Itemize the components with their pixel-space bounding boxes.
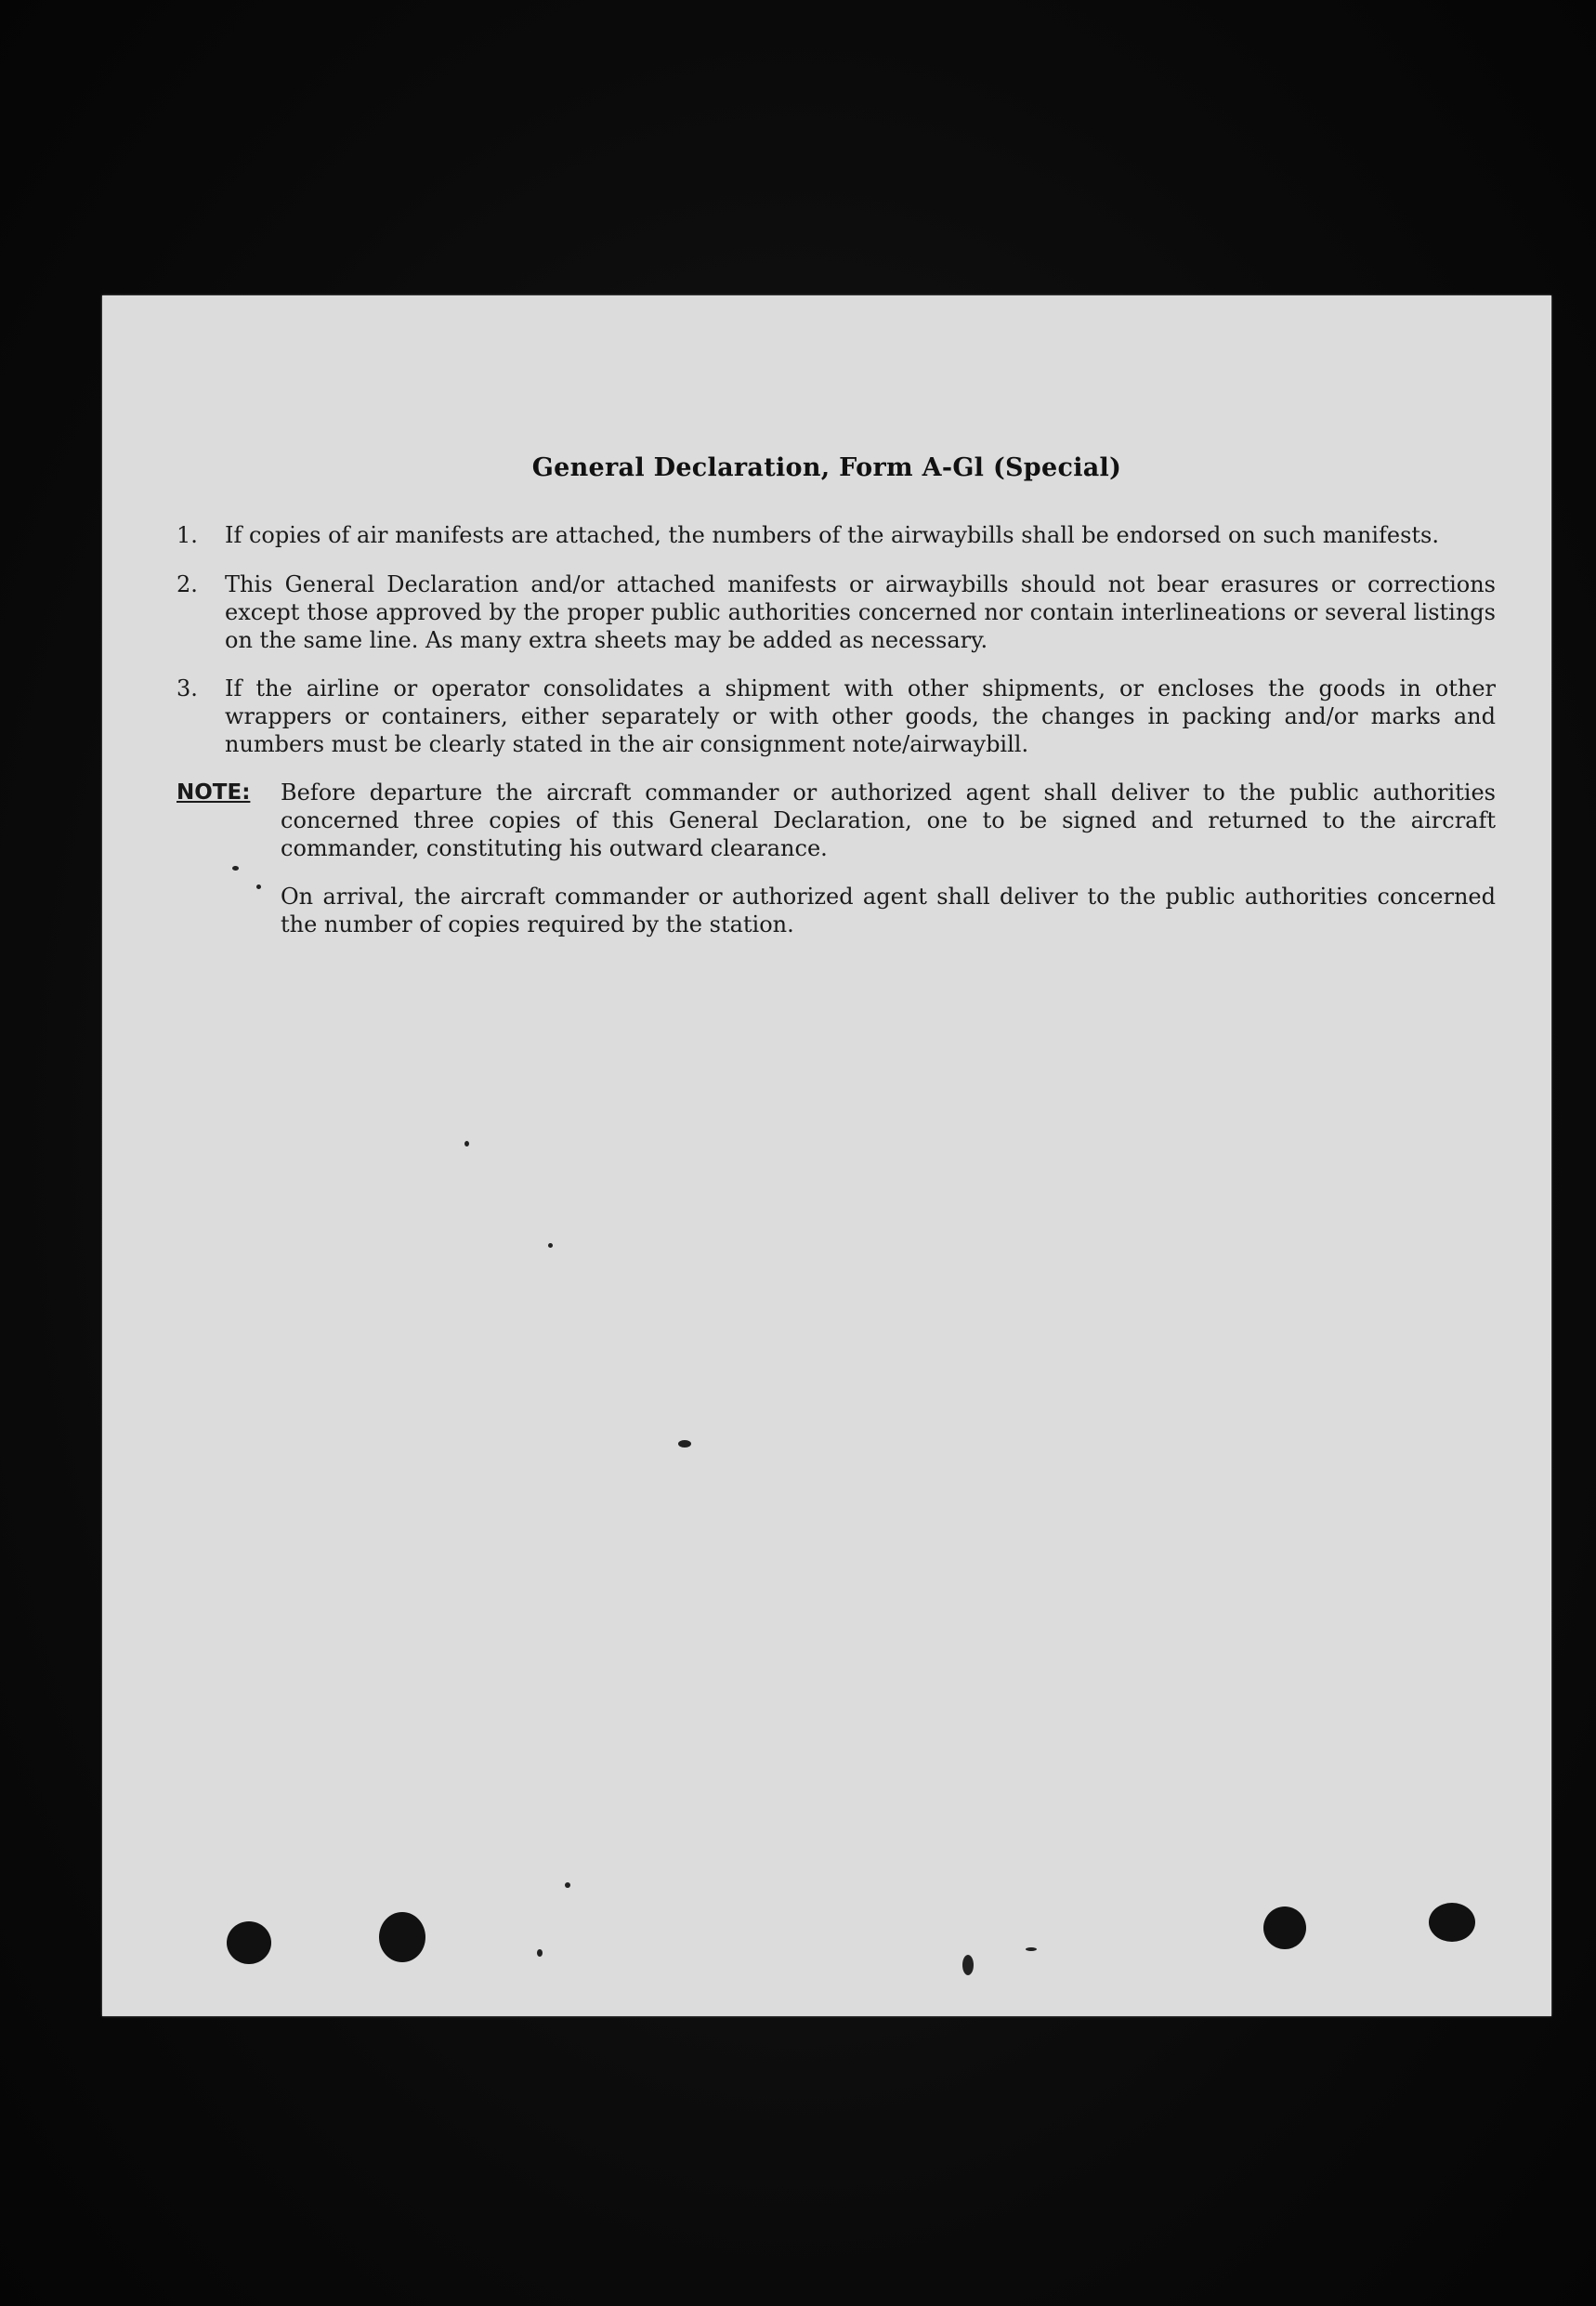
speck <box>678 1440 691 1448</box>
list-item-number: 3. <box>177 675 198 701</box>
note-label: NOTE: <box>177 780 251 805</box>
list-item-number: 1. <box>177 522 198 548</box>
speck <box>565 1882 570 1888</box>
speck <box>232 866 239 871</box>
note-paragraph-2: On arrival, the aircraft commander or authorized agent shall deliver to the public authorities concerned the number of copies required by the station. <box>281 884 1496 937</box>
note-paragraph-1: Before departure the aircraft commander or authorized agent shall deliver to the public authorities concerned three copies of this General Declaration, one to be signed and returned to the aircraft commander, constituting his outward clearance. <box>281 780 1496 861</box>
list-item-text: If copies of air manifests are attached, the numbers of the airwaybills shall be endorsed on such manifests. <box>225 522 1439 548</box>
speck <box>464 1141 469 1146</box>
list-item-number: 2. <box>177 571 198 597</box>
punch-hole-left-2 <box>379 1912 425 1962</box>
list-item-1 <box>177 521 1496 558</box>
note-block-2 <box>177 883 1496 948</box>
speck <box>548 1243 553 1248</box>
punch-hole-right-2 <box>1429 1903 1475 1942</box>
list-item-2 <box>177 570 1496 663</box>
speck <box>962 1955 974 1975</box>
speck <box>256 884 261 889</box>
punch-hole-left-1 <box>227 1921 271 1964</box>
list-item-text: If the airline or operator consolidates a shipment with other shipments, or encloses the goods in other wrappers or containers, either separately or with other goods, the changes in packing and/or marks and numbers must be clearly stated in the air consignment note/airwaybill. <box>225 675 1496 757</box>
document-page <box>102 295 1551 2016</box>
speck <box>1026 1947 1037 1951</box>
list-item-text: This General Declaration and/or attached manifests or airwaybills should not bear erasures or corrections except those approved by the proper public authorities concerned nor contain interlineations or several listings on the same line. As many extra sheets may be added as necessary. <box>225 571 1496 653</box>
list-item-3 <box>177 675 1496 767</box>
punch-hole-right-1 <box>1263 1906 1306 1949</box>
document-title: General Declaration, Form A-Gl (Special) <box>531 453 1122 482</box>
note-block <box>177 779 1496 871</box>
speck <box>537 1949 543 1957</box>
